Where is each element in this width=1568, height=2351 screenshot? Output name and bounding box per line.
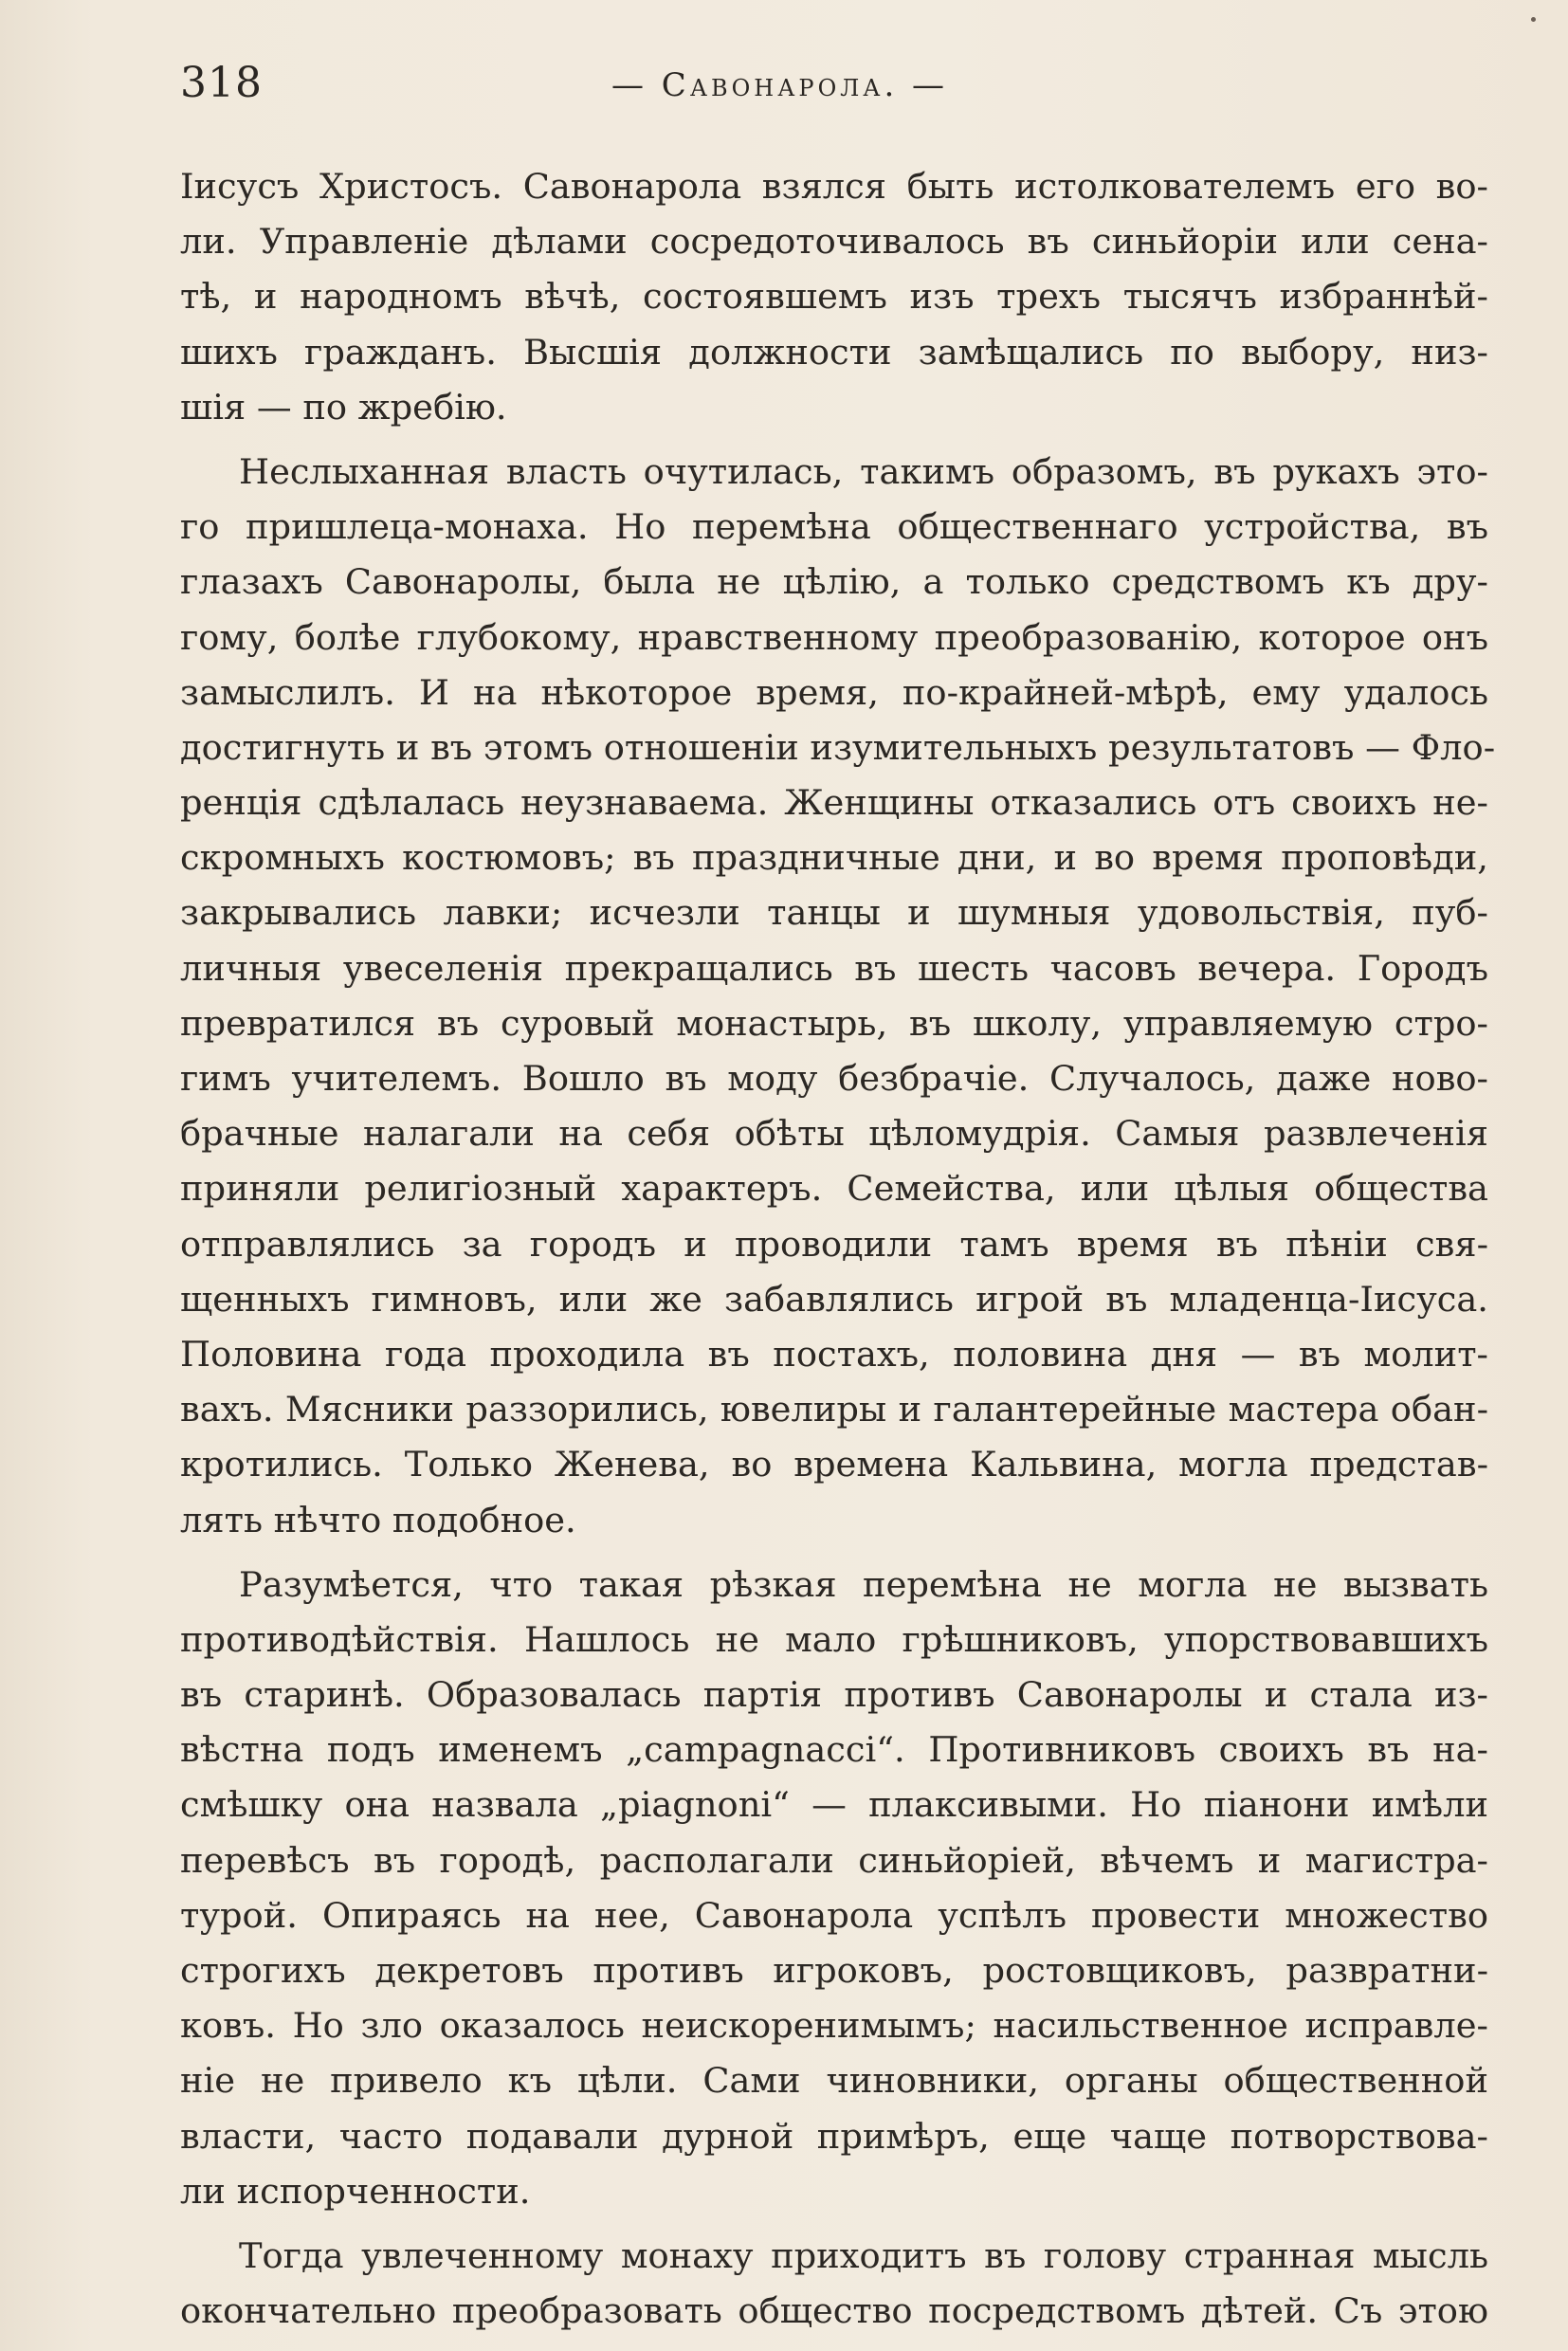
text-line: строгихъ декретовъ противъ игроковъ, ростовщиковъ, развратни-	[180, 1950, 1488, 1991]
text-line: ли испорченности.	[180, 2170, 531, 2212]
text-line: глазахъ Савонаролы, была не цѣлію, а только средствомъ къ дру-	[180, 561, 1488, 603]
text-line: вѣстна подъ именемъ „campagnacci“. Противниковъ своихъ въ на-	[180, 1729, 1488, 1771]
text-line: Половина года проходила въ постахъ, половина дня — въ молит-	[180, 1333, 1488, 1375]
paragraph	[180, 2229, 1488, 2339]
text-line: гому, болѣе глубокому, нравственному преобразованію, которое онъ	[180, 616, 1488, 658]
text-line: брачные налагали на себя обѣты цѣломудрія. Самыя развлеченія	[180, 1113, 1488, 1155]
text-line: щенныхъ гимновъ, или же забавлялись игрой въ младенца-Іисуса.	[180, 1278, 1488, 1320]
text-line: шихъ гражданъ. Высшія должности замѣщались по выбору, низ-	[180, 331, 1488, 373]
text-line: приняли религіозный характеръ. Семейства, или цѣлыя общества	[180, 1168, 1488, 1210]
running-header	[180, 59, 1488, 125]
text-line: скромныхъ костюмовъ; въ праздничные дни, и во время проповѣди,	[180, 837, 1488, 879]
text-line: го пришлеца-монаха. Но перемѣна общественнаго устройства, въ	[180, 506, 1488, 548]
text-line: отправлялись за городъ и проводили тамъ время въ пѣніи свя-	[180, 1223, 1488, 1265]
page-speck	[1531, 17, 1536, 22]
text-line: ковъ. Но зло оказалось неискоренимымъ; насильственное исправле-	[180, 2005, 1488, 2047]
text-line: достигнуть и въ этомъ отношеніи изумительныхъ результатовъ — Фло-	[180, 726, 1496, 768]
text-line: ренція сдѣлалась неузнаваема. Женщины отказались отъ своихъ не-	[180, 782, 1488, 824]
text-line: шія — по жребію.	[180, 386, 507, 428]
page-number: 318	[180, 59, 263, 107]
text-line: Неслыханная власть очутилась, такимъ образомъ, въ рукахъ это-	[239, 450, 1488, 492]
text-line: ніе не привело къ цѣли. Сами чиновники, органы общественной	[180, 2060, 1488, 2102]
text-line: тѣ, и народномъ вѣчѣ, состоявшемъ изъ трехъ тысячъ избраннѣй-	[180, 276, 1488, 318]
paragraph	[180, 445, 1496, 1548]
text-line: смѣшку она назвала „piagnoni“ — плаксивыми. Но піанони имѣли	[180, 1784, 1488, 1826]
text-line: гимъ учителемъ. Вошло въ моду безбрачіе. Случалось, даже ново-	[180, 1058, 1488, 1099]
text-line: противодѣйствія. Нашлось не мало грѣшниковъ, упорствовавшихъ	[180, 1618, 1488, 1660]
text-line: превратился въ суровый монастырь, въ школу, управляемую стро-	[180, 1002, 1488, 1044]
text-line: лять нѣчто подобное.	[180, 1499, 576, 1540]
text-line: окончательно преобразовать общество посредствомъ дѣтей. Съ этою	[180, 2290, 1488, 2332]
text-line: личныя увеселенія прекращались въ шесть часовъ вечера. Городъ	[180, 947, 1488, 989]
text-line: замыслилъ. И на нѣкоторое время, по-крайней-мѣрѣ, ему удалось	[180, 671, 1488, 713]
text-line: Тогда увлеченному монаху приходитъ въ голову странная мысль	[239, 2234, 1488, 2276]
text-line: въ старинѣ. Образовалась партія противъ Савонаролы и стала из-	[180, 1674, 1488, 1716]
text-line: перевѣсъ въ городѣ, располагали синьйоріей, вѣчемъ и магистра-	[180, 1839, 1488, 1881]
body-text	[180, 159, 1496, 2348]
paragraph	[180, 1558, 1488, 2219]
text-line: Іисусъ Христосъ. Савонарола взялся быть истолкователемъ его во-	[180, 166, 1488, 207]
running-title: — Савонарола. —	[611, 66, 949, 104]
text-line: ли. Управленіе дѣлами сосредоточивалось въ синьйоріи или сена-	[180, 221, 1488, 263]
text-line: вахъ. Мясники раззорились, ювелиры и галантерейные мастера обан-	[180, 1389, 1488, 1431]
text-line: кротились. Только Женева, во времена Кальвина, могла представ-	[180, 1444, 1488, 1485]
text-line: Разумѣется, что такая рѣзкая перемѣна не могла не вызвать	[239, 1563, 1488, 1605]
text-line: власти, часто подавали дурной примѣръ, еще чаще потворствова-	[180, 2115, 1488, 2157]
text-line: закрывались лавки; исчезли танцы и шумныя удовольствія, пуб-	[180, 892, 1488, 934]
text-line: турой. Опираясь на нее, Савонарола успѣлъ провести множество	[180, 1894, 1488, 1936]
paragraph	[180, 159, 1488, 435]
